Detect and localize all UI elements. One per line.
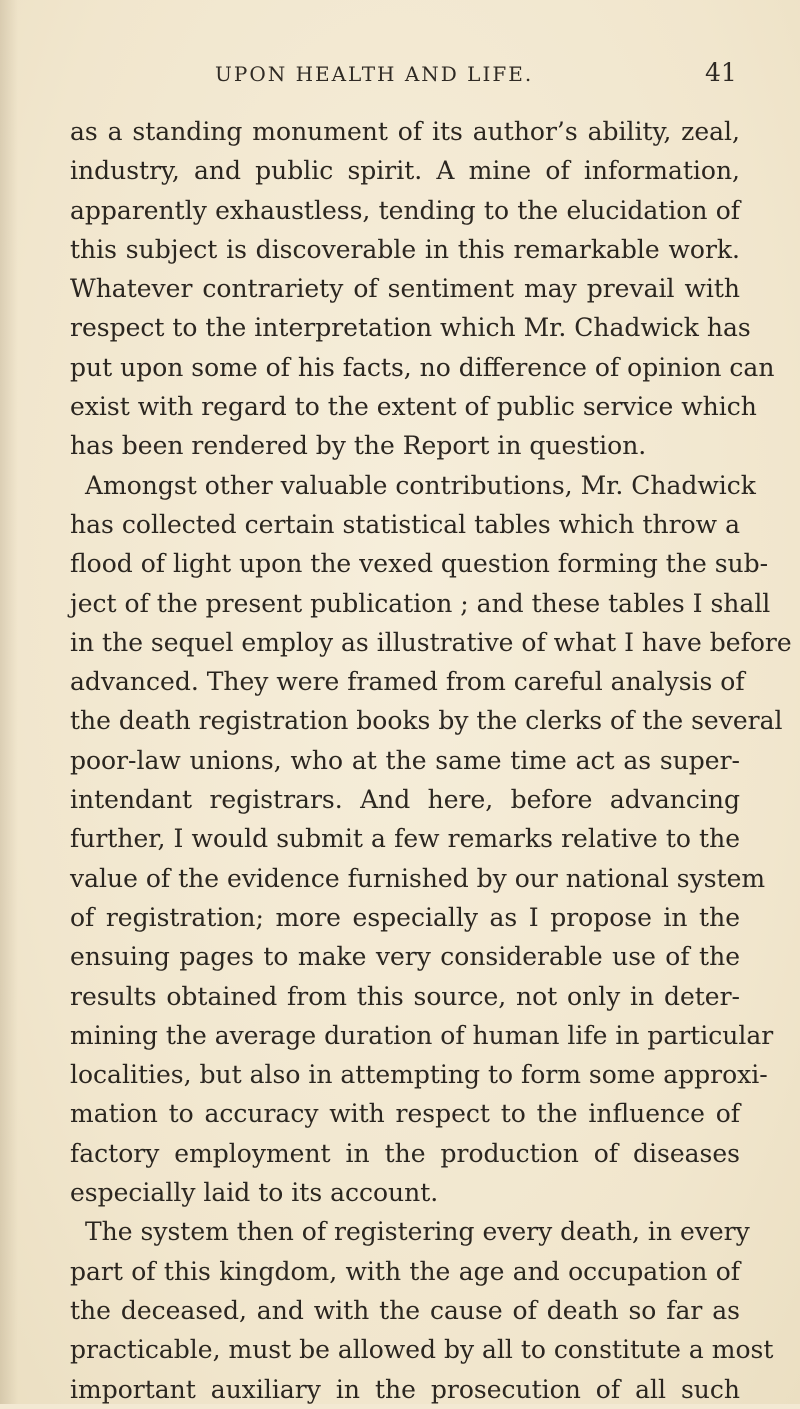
text-line: further, I would submit a few remarks relative to the — [70, 824, 740, 854]
page-number: 41 — [705, 58, 737, 87]
text-line: localities, but also in attempting to form some approxi- — [70, 1060, 768, 1090]
text-line: apparently exhaustless, tending to the elucidation of — [70, 195, 740, 225]
page-edge-shadow — [0, 0, 18, 1404]
text-line: poor-law unions, who at the same time act as super- — [70, 745, 740, 775]
text-line: intendant registrars. And here, before advancing — [70, 785, 740, 815]
text-line: mation to accuracy with respect to the influence of — [70, 1099, 740, 1129]
body-text — [70, 112, 792, 1409]
text-line: has been rendered by the Report in question. — [70, 431, 647, 461]
text-line: results obtained from this source, not only in deter- — [70, 981, 740, 1011]
text-line: as a standing monument of its author’s ability, zeal, — [70, 117, 740, 146]
text-line: mining the average duration of human life in particular — [70, 1020, 774, 1050]
text-line: ensuing pages to make very considerable use of the — [70, 942, 740, 972]
text-line: respect to the interpretation which Mr. Chadwick has — [70, 313, 751, 343]
text-line: ject of the present publication ; and these tables I shall — [70, 588, 771, 618]
text-line: part of this kingdom, with the age and occupation of — [70, 1256, 740, 1286]
text-line: especially laid to its account. — [70, 1178, 439, 1208]
text-line: in the sequel employ as illustrative of what I have before — [70, 627, 792, 657]
running-head — [0, 58, 800, 98]
text-line: the death registration books by the clerks of the several — [70, 706, 783, 736]
text-line: factory employment in the production of diseases — [70, 1138, 740, 1168]
text-line: of registration; more especially as I propose in the — [70, 902, 740, 932]
text-line: the deceased, and with the cause of death so far as — [70, 1295, 740, 1325]
text-line: put upon some of his facts, no difference of opinion can — [70, 352, 775, 382]
text-line: important auxiliary in the prosecution of all such — [70, 1374, 740, 1404]
text-line: value of the evidence furnished by our national system — [70, 863, 766, 893]
text-line: flood of light upon the vexed question forming the sub- — [70, 549, 769, 579]
running-title: UPON HEALTH AND LIFE. — [215, 62, 534, 86]
text-line: Whatever contrariety of sentiment may prevail with — [70, 274, 740, 304]
text-line: advanced. They were framed from careful analysis of — [70, 667, 745, 697]
text-line: industry, and public spirit. A mine of information, — [70, 156, 740, 186]
text-line: exist with regard to the extent of public service which — [70, 392, 757, 422]
text-line: Amongst other valuable contributions, Mr. Chadwick — [85, 470, 756, 500]
text-line: practicable, must be allowed by all to constitute a most — [70, 1335, 774, 1365]
text-line: this subject is discoverable in this remarkable work. — [70, 234, 740, 264]
text-line: has collected certain statistical tables which throw a — [70, 509, 740, 539]
text-line: The system then of registering every death, in every — [85, 1217, 750, 1247]
